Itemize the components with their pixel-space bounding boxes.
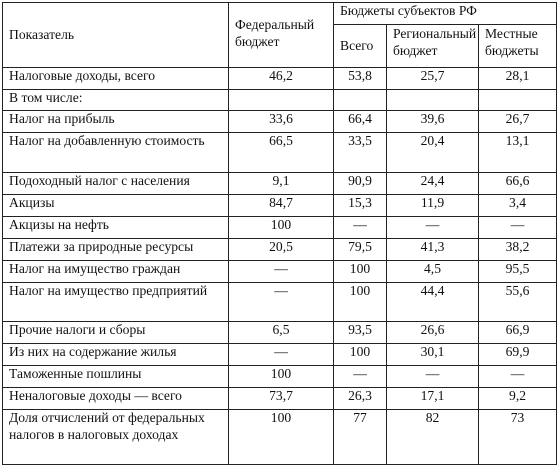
cell-regional: 30,1 <box>387 344 479 366</box>
table-row <box>3 261 557 283</box>
cell-total: 15,3 <box>334 195 387 217</box>
cell-total: 33,5 <box>334 133 387 173</box>
table-row <box>3 283 557 322</box>
cell-total: 77 <box>334 410 387 465</box>
cell-local: — <box>479 217 557 239</box>
table-row <box>3 388 557 410</box>
table-row <box>3 173 557 195</box>
cell-local: 28,1 <box>479 68 557 90</box>
cell-local: 26,7 <box>479 111 557 133</box>
table-row <box>3 366 557 388</box>
cell-total: 53,8 <box>334 68 387 90</box>
cell-federal: 46,2 <box>229 68 334 90</box>
row-label: Налоговые доходы, всего <box>3 68 229 90</box>
cell-federal: 20,5 <box>229 239 334 261</box>
cell-federal: 84,7 <box>229 195 334 217</box>
cell-federal: 100 <box>229 366 334 388</box>
cell-total: — <box>334 217 387 239</box>
cell-regional: 17,1 <box>387 388 479 410</box>
cell-regional: — <box>387 217 479 239</box>
row-label: Налог на имущество граждан <box>3 261 229 283</box>
row-label: Акцизы <box>3 195 229 217</box>
cell-regional: 11,9 <box>387 195 479 217</box>
cell-federal: 6,5 <box>229 322 334 344</box>
cell-total: — <box>334 366 387 388</box>
table-row <box>3 322 557 344</box>
table-row <box>3 68 557 90</box>
cell-total: 79,5 <box>334 239 387 261</box>
cell-local: 73 <box>479 410 557 465</box>
cell-federal: 73,7 <box>229 388 334 410</box>
cell-local: 9,2 <box>479 388 557 410</box>
cell-regional: 24,4 <box>387 173 479 195</box>
cell-regional: 44,4 <box>387 283 479 322</box>
cell-regional: — <box>387 366 479 388</box>
row-label: Налог на прибыль <box>3 111 229 133</box>
cell-local: 38,2 <box>479 239 557 261</box>
row-label: Неналоговые доходы — всего <box>3 388 229 410</box>
cell-regional: 20,4 <box>387 133 479 173</box>
cell-regional: 82 <box>387 410 479 465</box>
row-label: Из них на содержание жилья <box>3 344 229 366</box>
row-label: Таможенные пошлины <box>3 366 229 388</box>
cell-local: 66,9 <box>479 322 557 344</box>
cell-federal: — <box>229 344 334 366</box>
cell-total: 100 <box>334 283 387 322</box>
cell-federal: 100 <box>229 217 334 239</box>
cell-total: 93,5 <box>334 322 387 344</box>
cell-total: 90,9 <box>334 173 387 195</box>
table-row <box>3 344 557 366</box>
cell-regional: 26,6 <box>387 322 479 344</box>
cell-federal <box>229 90 334 111</box>
header-total: Всего <box>334 25 387 68</box>
cell-local: 95,5 <box>479 261 557 283</box>
header-indicator: Показатель <box>3 3 229 68</box>
table-row <box>3 410 557 465</box>
cell-federal: 9,1 <box>229 173 334 195</box>
row-label: Прочие налоги и сборы <box>3 322 229 344</box>
cell-regional <box>387 90 479 111</box>
cell-total: 100 <box>334 261 387 283</box>
header-local-budgets: Местные бюджеты <box>479 25 557 68</box>
cell-federal: — <box>229 283 334 322</box>
row-label: Платежи за природные ресурсы <box>3 239 229 261</box>
row-label: В том числе: <box>3 90 229 111</box>
header-federal-budget: Федеральный бюджет <box>229 3 334 68</box>
row-label: Акцизы на нефть <box>3 217 229 239</box>
cell-federal: 100 <box>229 410 334 465</box>
row-label: Налог на имущество предприятий <box>3 283 229 322</box>
table-row <box>3 195 557 217</box>
header-subjects-budgets: Бюджеты субъектов РФ <box>334 3 557 25</box>
table-row <box>3 217 557 239</box>
tax-revenue-table <box>2 2 557 465</box>
cell-local: 3,4 <box>479 195 557 217</box>
cell-local <box>479 90 557 111</box>
cell-local: 13,1 <box>479 133 557 173</box>
cell-total: 100 <box>334 344 387 366</box>
cell-regional: 41,3 <box>387 239 479 261</box>
cell-local: 69,9 <box>479 344 557 366</box>
table-row <box>3 111 557 133</box>
cell-total <box>334 90 387 111</box>
cell-regional: 4,5 <box>387 261 479 283</box>
row-label: Подоходный налог с населения <box>3 173 229 195</box>
cell-local: 55,6 <box>479 283 557 322</box>
cell-local: — <box>479 366 557 388</box>
cell-total: 66,4 <box>334 111 387 133</box>
cell-federal: — <box>229 261 334 283</box>
cell-total: 26,3 <box>334 388 387 410</box>
cell-local: 66,6 <box>479 173 557 195</box>
cell-regional: 39,6 <box>387 111 479 133</box>
row-label: Налог на добавленную стоимость <box>3 133 229 173</box>
row-label: Доля отчислений от федеральных налогов в налоговых доходах <box>3 410 229 465</box>
table-row <box>3 239 557 261</box>
cell-federal: 66,5 <box>229 133 334 173</box>
table-row <box>3 90 557 111</box>
cell-regional: 25,7 <box>387 68 479 90</box>
cell-federal: 33,6 <box>229 111 334 133</box>
table-row <box>3 133 557 173</box>
header-regional-budget: Региональный бюджет <box>387 25 479 68</box>
